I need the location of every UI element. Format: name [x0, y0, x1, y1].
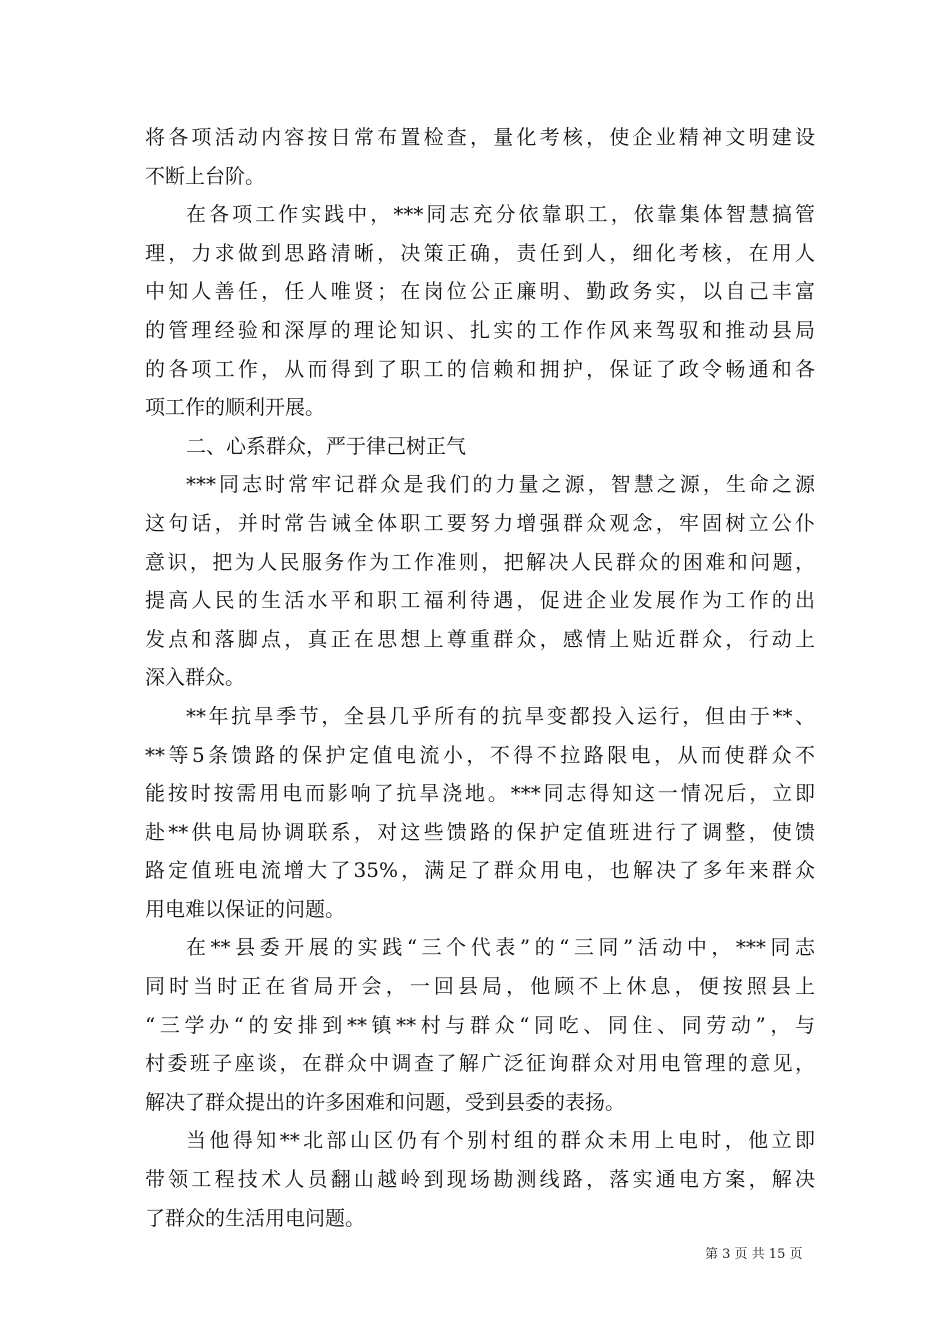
text-line: 的管理经验和深厚的理论知识、扎实的工作作风来驾驭和推动县局 — [145, 317, 815, 342]
text-line: 当他得知**北部山区仍有个别村组的群众未用上电时，他立即 — [186, 1128, 815, 1153]
text-line: “三学办“的安排到**镇**村与群众“同吃、同住、同劳动”，与 — [145, 1012, 815, 1037]
text-line: 意识，把为人民服务作为工作准则，把解决人民群众的困难和问题， — [145, 549, 815, 574]
text-line: 这句话，并时常告诫全体职工要努力增强群众观念，牢固树立公仆 — [145, 510, 815, 535]
text-line: 二、心系群众，严于律己树正气 — [186, 433, 466, 458]
text-line: 深入群众。 — [145, 665, 245, 690]
text-line: 村委班子座谈，在群众中调查了解广泛征询群众对用电管理的意见， — [145, 1051, 815, 1076]
text-line: **等5条馈路的保护定值电流小，不得不拉路限电，从而使群众不 — [145, 742, 815, 767]
text-line: 了群众的生活用电问题。 — [145, 1205, 365, 1230]
text-line: 在**县委开展的实践“三个代表”的“三同”活动中，***同志 — [186, 935, 815, 960]
text-line: ***同志时常牢记群众是我们的力量之源，智慧之源，生命之源 — [186, 472, 815, 497]
text-line: 赴**供电局协调联系，对这些馈路的保护定值班进行了调整，使馈 — [145, 819, 815, 844]
text-line: **年抗旱季节，全县几乎所有的抗旱变都投入运行，但由于**、 — [186, 703, 815, 728]
page-number: 第 3 页 共 15 页 — [705, 1247, 803, 1262]
text-line: 同时当时正在省局开会，一回县局，他顾不上休息，便按照县上 — [145, 974, 815, 999]
text-line: 用电难以保证的问题。 — [145, 896, 345, 921]
text-line: 在各项工作实践中，***同志充分依靠职工，依靠集体智慧搞管 — [186, 202, 815, 227]
text-line: 路定值班电流增大了35%，满足了群众用电，也解决了多年来群众 — [145, 858, 815, 883]
text-line: 项工作的顺利开展。 — [145, 395, 325, 420]
text-line: 提高人民的生活水平和职工福利待遇，促进企业发展作为工作的出 — [145, 588, 815, 613]
text-line: 理，力求做到思路清晰，决策正确，责任到人，细化考核，在用人 — [145, 240, 815, 265]
text-line: 的各项工作，从而得到了职工的信赖和拥护，保证了政令畅通和各 — [145, 356, 815, 381]
text-line: 将各项活动内容按日常布置检查，量化考核，使企业精神文明建设 — [145, 125, 815, 149]
text-line: 中知人善任，任人唯贤；在岗位公正廉明、勤政务实，以自己丰富 — [145, 279, 815, 304]
text-line: 不断上台阶。 — [145, 163, 265, 188]
text-line: 发点和落脚点，真正在思想上尊重群众，感情上贴近群众，行动上 — [145, 626, 815, 651]
text-line: 带领工程技术人员翻山越岭到现场勘测线路，落实通电方案，解决 — [145, 1167, 815, 1192]
text-line: 解决了群众提出的许多困难和问题，受到县委的表扬。 — [145, 1089, 625, 1114]
document-body — [145, 118, 815, 1237]
text-line: 能按时按需用电而影响了抗旱浇地。***同志得知这一情况后，立即 — [145, 781, 815, 806]
